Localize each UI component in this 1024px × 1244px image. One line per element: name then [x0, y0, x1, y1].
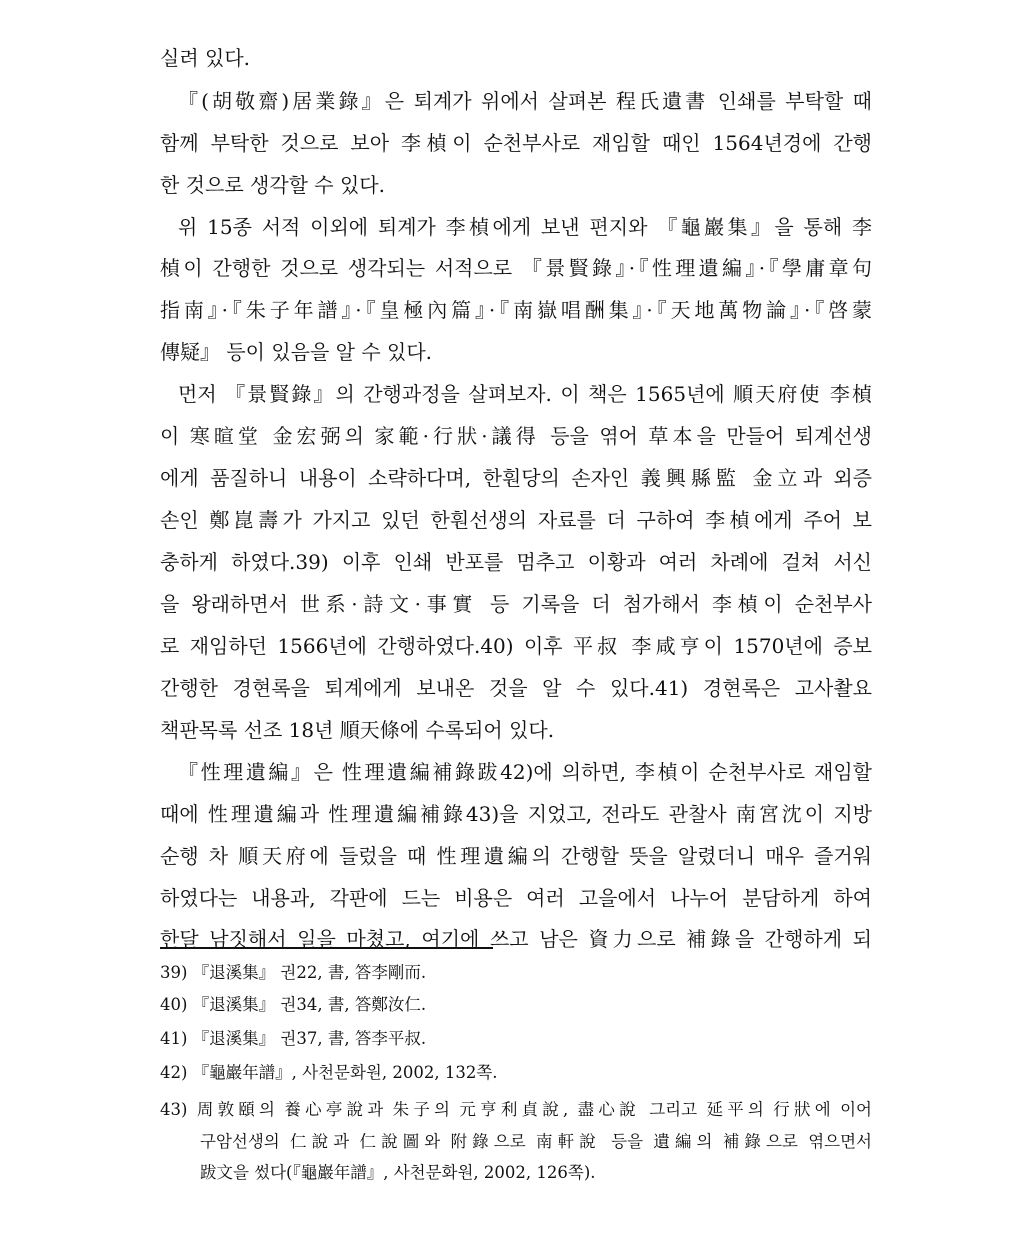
body-line: 손인 鄭崑壽가 가지고 있던 한훤선생의 자료를 더 구하여 李楨에게 주어 보	[160, 508, 872, 532]
footnote-continuation: 跋文을 썼다(『龜巖年譜』, 사천문화원, 2002, 126쪽).	[200, 1163, 596, 1182]
body-line: 함께 부탁한 것으로 보아 李楨이 순천부사로 재임할 때인 1564년경에 간행	[160, 131, 872, 155]
body-line: 간행한 경현록을 퇴계에게 보내온 것을 알 수 있다.41) 경현록은 고사촬요	[160, 676, 872, 700]
footnote: 43) 周敦頤의 養心亭說과 朱子의 元亨利貞說, 盡心說 그리고 延平의 行狀에 이어	[160, 1100, 872, 1119]
body-line: 책판목록 선조 18년 順天條에 수록되어 있다.	[160, 718, 555, 742]
body-line: 한달 남짓해서 일을 마쳤고, 여기에 쓰고 남은 資力으로 補錄을 간행하게 되	[160, 927, 872, 950]
footnote: 40) 『退溪集』 권34, 書, 答鄭汝仁.	[160, 995, 427, 1014]
body-line: 순행 차 順天府에 들렀을 때 性理遺編의 간행할 뜻을 알렸더니 매우 즐거워	[160, 844, 872, 868]
body-line: 실려 있다.	[160, 46, 250, 70]
footnote: 39) 『退溪集』 권22, 書, 答李剛而.	[160, 963, 427, 982]
footnote: 42) 『龜巖年譜』, 사천문화원, 2002, 132쪽.	[160, 1063, 498, 1082]
body-line: 『性理遺編』은 性理遺編補錄跋42)에 의하면, 李楨이 순천부사로 재임할	[178, 760, 872, 784]
body-line: 이 寒暄堂 金宏弼의 家範·行狀·議得 등을 엮어 草本을 만들어 퇴계선생	[160, 424, 872, 448]
footnote-continuation: 구암선생의 仁說과 仁說圖와 附錄으로 南軒說 등을 遺編의 補錄으로 엮으면서	[200, 1132, 872, 1151]
body-line: 指南』·『朱子年譜』·『皇極內篇』·『南嶽唱酬集』·『天地萬物論』·『啓蒙	[160, 298, 872, 322]
body-line: 충하게 하였다.39) 이후 인쇄 반포를 멈추고 이황과 여러 차례에 걸쳐 서신	[160, 550, 872, 574]
body-line: 楨이 간행한 것으로 생각되는 서적으로 『景賢錄』·『性理遺編』·『學庸章句	[160, 256, 872, 280]
body-line: 때에 性理遺編과 性理遺編補錄43)을 지었고, 전라도 관찰사 南宮沈이 지방	[160, 802, 872, 826]
body-line: 에게 품질하니 내용이 소략하다며, 한훤당의 손자인 義興縣監 金立과 외증	[160, 466, 872, 490]
body-line: 한 것으로 생각할 수 있다.	[160, 173, 385, 197]
footnote-divider	[160, 947, 493, 949]
body-line: 먼저 『景賢錄』의 간행과정을 살펴보자. 이 책은 1565년에 順天府使 李楨	[178, 382, 872, 406]
body-line: 을 왕래하면서 世系·詩文·事實 등 기록을 더 첨가해서 李楨이 순천부사	[160, 592, 872, 616]
body-line: 하였다는 내용과, 각판에 드는 비용은 여러 고을에서 나누어 분담하게 하여	[160, 886, 872, 910]
body-line: 위 15종 서적 이외에 퇴계가 李楨에게 보낸 편지와 『龜巖集』을 통해 李	[178, 215, 872, 239]
footnote: 41) 『退溪集』 권37, 書, 答李平叔.	[160, 1029, 427, 1048]
body-line: 傳疑』 등이 있음을 알 수 있다.	[160, 340, 433, 364]
body-line: 『(胡敬齋)居業錄』은 퇴계가 위에서 살펴본 程氏遺書 인쇄를 부탁할 때	[178, 89, 872, 113]
body-line: 로 재임하던 1566년에 간행하였다.40) 이후 平叔 李咸亨이 1570년에 증보	[160, 634, 872, 658]
